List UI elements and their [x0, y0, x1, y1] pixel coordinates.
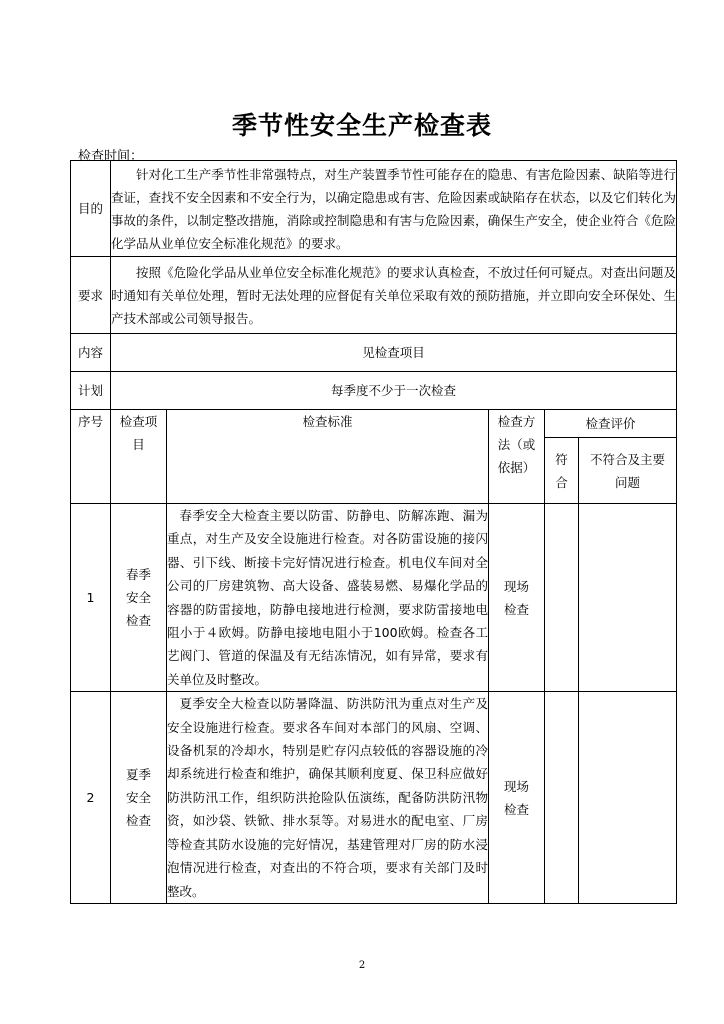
col-seq-header: 序号	[71, 410, 111, 504]
item-standard: 夏季安全大检查以防暑降温、防洪防汛为重点对生产及安全设施进行检查。要求各车间对本部门的风扇、空调、设备机泵的冷却水，特别是贮存闪点较低的容器设施的冷却系统进行检查和维护，确保其顺利度夏、保卫科应做好防洪防汛工作，组织防洪抢险队伍演练，配备防洪防汛物资，如沙袋、铁锨、排水泵等。对易进水的配电室、厂房等检查其防水设施的完好情况，基建管理对厂房的防水浸泡情况进行检查，对查出的不符合项，要求有关部门及时整改。	[167, 692, 489, 904]
col-method-header: 检查方法（或依据）	[489, 410, 545, 504]
item-name: 春季安全检查	[111, 504, 167, 692]
item-seq: 1	[71, 504, 111, 692]
item-method: 现场检查	[489, 692, 545, 904]
content-row	[71, 334, 677, 372]
header-row	[71, 410, 677, 438]
requirement-text: 按照《危险化学品从业单位安全标准化规范》的要求认真检查，不放过任何可疑点。对查出问题及时通知有关单位处理，暂时无法处理的应督促有关单位采取有效的预防措施，并立即向安全环保处、生产技术部或公司领导报告。	[111, 257, 677, 334]
table-row	[71, 504, 677, 692]
table-row	[71, 692, 677, 904]
purpose-text: 针对化工生产季节性非常强特点，对生产装置季节性可能存在的隐患、有害危险因素、缺陷等进行查证，查找不安全因素和不安全行为，以确定隐患或有害、危险因素或缺陷存在状态，以及它们转化为事故的条件，以制定整改措施，消除或控制隐患和有害与危险因素，确保生产安全，使企业符合《危险化学品从业单位安全标准化规范》的要求。	[111, 161, 677, 257]
item-method: 现场检查	[489, 504, 545, 692]
col-evaluation-header: 检查评价	[545, 410, 677, 438]
item-problem-cell[interactable]	[579, 504, 677, 692]
page-number: 2	[358, 960, 366, 971]
content-label: 内容	[71, 334, 111, 372]
content-text: 见检查项目	[111, 334, 677, 372]
col-standard-header: 检查标准	[167, 410, 489, 504]
col-item-header: 检查项目	[111, 410, 167, 504]
requirement-label: 要求	[71, 257, 111, 334]
item-problem-cell[interactable]	[579, 692, 677, 904]
item-conform-cell[interactable]	[545, 692, 579, 904]
document-title: 季节性安全生产检查表	[231, 111, 492, 140]
purpose-label: 目的	[71, 161, 111, 257]
col-conform-header: 符合	[545, 438, 579, 504]
plan-text: 每季度不少于一次检查	[111, 372, 677, 410]
col-nonconform-header: 不符合及主要问题	[579, 438, 677, 504]
item-name: 夏季安全检查	[111, 692, 167, 904]
plan-label: 计划	[71, 372, 111, 410]
plan-row	[71, 372, 677, 410]
item-conform-cell[interactable]	[545, 504, 579, 692]
item-standard: 春季安全大检查主要以防雷、防静电、防解冻跑、漏为重点，对生产及安全设施进行检查。对各防雷设施的接闪器、引下线、断接卡完好情况进行检查。机电仪车间对全公司的厂房建筑物、高大设备、盛装易燃、易爆化学品的容器的防雷接地，防静电接地进行检测，要求防雷接地电阻小于４欧姆。防静电接地电阻小于100欧姆。检查各工艺阀门、管道的保温及有无结冻情况，如有异常，要求有关单位及时整改。	[167, 504, 489, 692]
check-time-label: 检查时间：	[78, 149, 144, 164]
purpose-row	[71, 161, 677, 257]
inspection-table	[70, 160, 677, 904]
item-seq: 2	[71, 692, 111, 904]
requirement-row	[71, 257, 677, 334]
